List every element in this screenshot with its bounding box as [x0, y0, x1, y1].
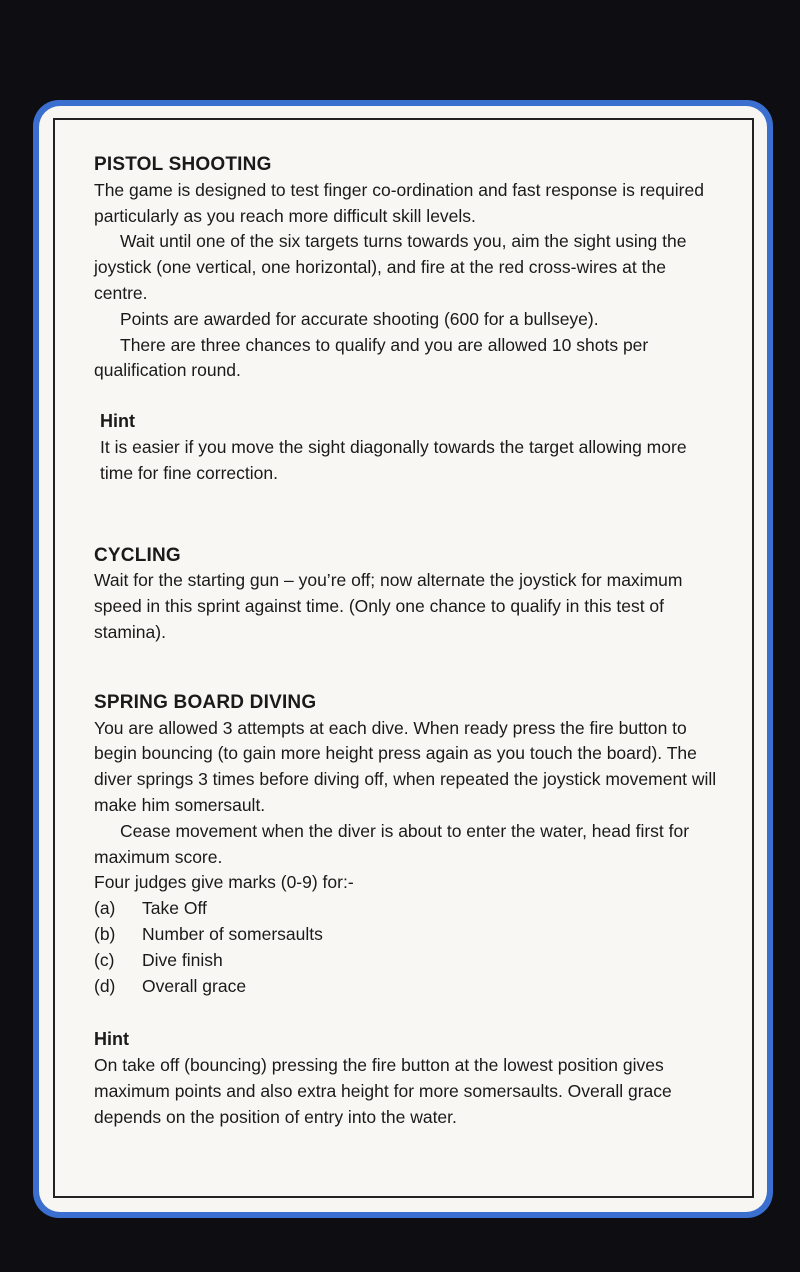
pistol-shooting-heading: PISTOL SHOOTING: [94, 154, 272, 175]
list-item: [94, 948, 724, 974]
diving-hint-heading: Hint: [94, 1029, 129, 1050]
list-marker: (d): [94, 975, 116, 996]
list-marker: (c): [94, 949, 115, 970]
pistol-paragraph-2: Wait until one of the six targets turns towards you, aim the sight using the joystick (one vertical, one horizontal), and fire at the red cross-wires at the centre.: [94, 231, 687, 303]
pistol-hint-text: It is easier if you move the sight diagonally towards the target allowing more time for fine correction.: [100, 436, 687, 483]
diving-paragraph-2: Cease movement when the diver is about to enter the water, head first for maximum score.: [94, 820, 690, 867]
list-item-text: Take Off: [142, 898, 207, 919]
instructions-text: [94, 152, 724, 1131]
pistol-shooting-section: [94, 152, 724, 487]
list-item: [94, 922, 724, 948]
diving-section: [94, 690, 724, 1131]
pistol-paragraph-3: Points are awarded for accurate shooting (600 for a bullseye).: [120, 308, 599, 329]
diving-hint-text: On take off (bouncing) pressing the fire button at the lowest position gives maximum points and also extra height for more somersaults. Overall grace depends on the position of entry into the water.: [94, 1055, 672, 1127]
list-item-text: Overall grace: [142, 975, 247, 996]
judges-intro: Four judges give marks (0-9) for:-: [94, 872, 354, 893]
pistol-hint-heading: Hint: [100, 411, 135, 432]
pistol-paragraph-4: There are three chances to qualify and you are allowed 10 shots per qualification round.: [94, 334, 649, 381]
diving-paragraph-1: You are allowed 3 attempts at each dive. When ready press the fire button to begin bouncing (to gain more height press again as you touch the board). The diver springs 3 times before diving off, when repeated the joystick movement will make him somersault.: [94, 717, 717, 815]
list-item-text: Dive finish: [142, 949, 223, 970]
judges-criteria-list: [94, 896, 724, 999]
cycling-section: [94, 543, 724, 646]
pistol-paragraph-1: The game is designed to test finger co-ordination and fast response is required particularly as you reach more difficult skill levels.: [94, 179, 704, 226]
list-item: [94, 896, 724, 922]
list-item-text: Number of somersaults: [142, 923, 323, 944]
cycling-paragraph: Wait for the starting gun – you’re off; now alternate the joystick for maximum speed in this sprint against time. (Only one chance to qualify in this test of stamina).: [94, 570, 683, 642]
cycling-heading: CYCLING: [94, 544, 181, 566]
list-marker: (b): [94, 923, 116, 944]
list-item: [94, 974, 724, 1000]
list-marker: (a): [94, 898, 116, 919]
diving-heading: SPRING BOARD DIVING: [94, 691, 317, 713]
